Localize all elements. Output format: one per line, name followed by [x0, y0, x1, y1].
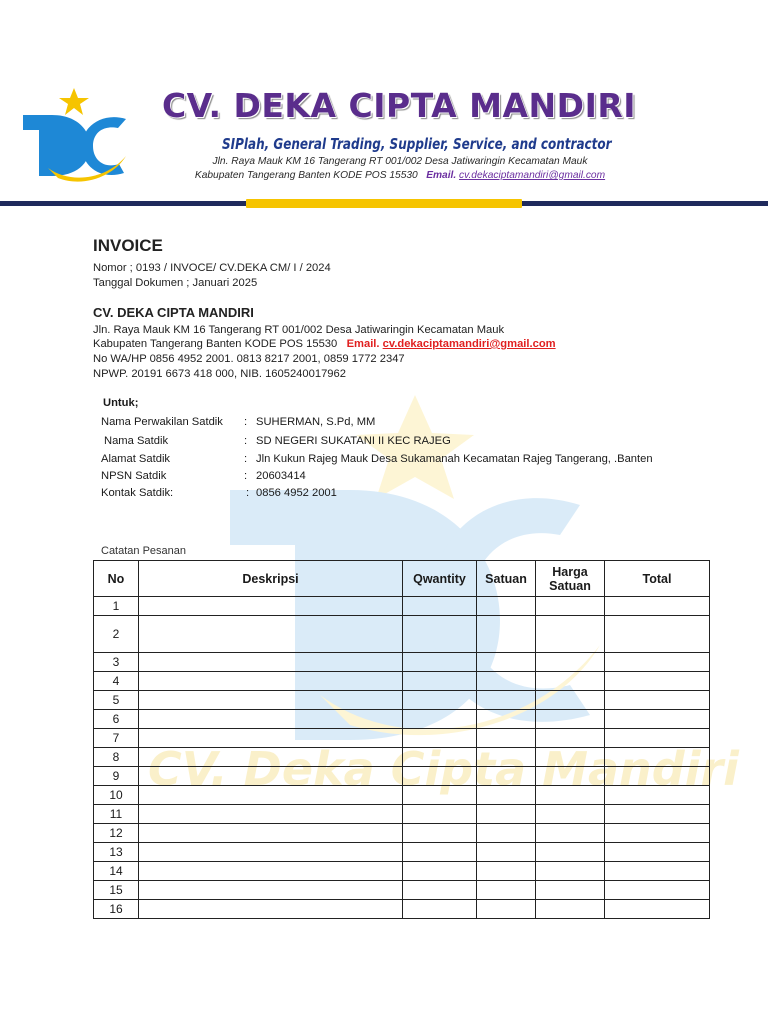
row-number: 13 [94, 843, 139, 862]
header-divider-accent [246, 199, 522, 208]
cell-deskripsi[interactable] [139, 805, 403, 824]
cell-deskripsi[interactable] [139, 843, 403, 862]
header-address-line2 [175, 170, 625, 181]
cell-deskripsi[interactable] [139, 653, 403, 672]
row-number: 14 [94, 862, 139, 881]
invoice-number: Nomor ; 0193 / INVOCE/ CV.DEKA CM/ I / 2024 [93, 262, 331, 274]
cell-qwantity[interactable] [403, 767, 477, 786]
cell-qwantity[interactable] [403, 616, 477, 653]
table-row [94, 767, 710, 786]
cell-qwantity[interactable] [403, 597, 477, 616]
table-row [94, 691, 710, 710]
company-tagline: SIPlah, General Trading, Supplier, Service, and contractor [222, 135, 612, 153]
header-address-line1: Jln. Raya Mauk KM 16 Tangerang RT 001/002 Desa Jatiwaringin Kecamatan Mauk [212, 156, 588, 167]
row-number: 15 [94, 881, 139, 900]
recipient-label-npsn: NPSN Satdik [101, 470, 167, 482]
company-npwp: NPWP. 20191 6673 418 000, NIB. 1605240017962 [93, 368, 346, 380]
recipient-label-kontak: Kontak Satdik: [101, 487, 174, 499]
cell-satuan[interactable] [477, 843, 536, 862]
cell-satuan[interactable] [477, 767, 536, 786]
table-row [94, 862, 710, 881]
cell-deskripsi[interactable] [139, 672, 403, 691]
company-address-text: Kabupaten Tangerang Banten KODE POS 15530 [93, 338, 338, 350]
row-number: 10 [94, 786, 139, 805]
table-row [94, 786, 710, 805]
cell-qwantity[interactable] [403, 729, 477, 748]
cell-total[interactable] [605, 691, 710, 710]
cell-deskripsi[interactable] [139, 616, 403, 653]
col-header-deskripsi: Deskripsi [139, 561, 403, 597]
table-row [94, 824, 710, 843]
cell-satuan[interactable] [477, 672, 536, 691]
col-header-qwantity: Qwantity [403, 561, 477, 597]
cell-harga-satuan[interactable] [536, 653, 605, 672]
company-address-line2 [93, 338, 556, 350]
cell-harga-satuan[interactable] [536, 597, 605, 616]
row-number: 8 [94, 748, 139, 767]
table-row [94, 597, 710, 616]
cell-satuan[interactable] [477, 597, 536, 616]
row-number: 1 [94, 597, 139, 616]
cell-harga-satuan[interactable] [536, 862, 605, 881]
recipient-value-satdik: SD NEGERI SUKATANI II KEC RAJEG [256, 435, 451, 447]
header-email-link[interactable]: cv.dekaciptamandiri@gmail.com [459, 170, 606, 181]
cell-deskripsi[interactable] [139, 748, 403, 767]
recipient-colon: : [244, 453, 248, 465]
cell-total[interactable] [605, 653, 710, 672]
cell-qwantity[interactable] [403, 653, 477, 672]
row-number: 12 [94, 824, 139, 843]
cell-satuan[interactable] [477, 805, 536, 824]
cell-harga-satuan[interactable] [536, 691, 605, 710]
cell-qwantity[interactable] [403, 881, 477, 900]
cell-satuan[interactable] [477, 881, 536, 900]
cell-harga-satuan[interactable] [536, 881, 605, 900]
recipient-value-alamat: Jln Kukun Rajeg Mauk Desa Sukamanah Kecamatan Rajeg Tangerang, .Banten [256, 453, 653, 465]
orders-caption: Catatan Pesanan [101, 545, 187, 557]
row-number: 4 [94, 672, 139, 691]
watermark-text: CV. Deka Cipta Mandiri [148, 742, 739, 796]
header-email-label: Email. [426, 170, 457, 181]
cell-deskripsi[interactable] [139, 824, 403, 843]
cell-harga-satuan[interactable] [536, 710, 605, 729]
col-header-no: No [94, 561, 139, 597]
cell-qwantity[interactable] [403, 862, 477, 881]
cell-deskripsi[interactable] [139, 900, 403, 919]
table-row [94, 900, 710, 919]
recipient-colon: : [244, 435, 248, 447]
cell-deskripsi[interactable] [139, 597, 403, 616]
recipient-value-perwakilan: SUHERMAN, S.Pd, MM [256, 416, 376, 428]
orders-table [93, 560, 710, 919]
cell-qwantity[interactable] [403, 748, 477, 767]
cell-deskripsi[interactable] [139, 862, 403, 881]
col-header-satuan: Satuan [477, 561, 536, 597]
table-row [94, 748, 710, 767]
cell-total[interactable] [605, 824, 710, 843]
cell-harga-satuan[interactable] [536, 843, 605, 862]
cell-harga-satuan[interactable] [536, 767, 605, 786]
company-title: CV. DEKA CIPTA MANDIRI [161, 86, 637, 125]
table-row [94, 843, 710, 862]
cell-total[interactable] [605, 862, 710, 881]
company-email-label: Email. [346, 338, 380, 350]
table-row [94, 653, 710, 672]
cell-harga-satuan[interactable] [536, 786, 605, 805]
cell-satuan[interactable] [477, 900, 536, 919]
row-number: 3 [94, 653, 139, 672]
cell-harga-satuan[interactable] [536, 824, 605, 843]
table-row [94, 672, 710, 691]
recipient-colon: : [244, 416, 248, 428]
cell-total[interactable] [605, 767, 710, 786]
cell-total[interactable] [605, 710, 710, 729]
col-header-total: Total [605, 561, 710, 597]
recipient-value-npsn: 20603414 [256, 470, 306, 482]
cell-qwantity[interactable] [403, 843, 477, 862]
cell-qwantity[interactable] [403, 672, 477, 691]
cell-satuan[interactable] [477, 616, 536, 653]
cell-satuan[interactable] [477, 862, 536, 881]
cell-qwantity[interactable] [403, 805, 477, 824]
cell-total[interactable] [605, 616, 710, 653]
table-row [94, 881, 710, 900]
cell-deskripsi[interactable] [139, 786, 403, 805]
cell-qwantity[interactable] [403, 824, 477, 843]
cell-qwantity[interactable] [403, 710, 477, 729]
cell-deskripsi[interactable] [139, 881, 403, 900]
cell-total[interactable] [605, 729, 710, 748]
cell-satuan[interactable] [477, 786, 536, 805]
cell-qwantity[interactable] [403, 786, 477, 805]
cell-qwantity[interactable] [403, 691, 477, 710]
cell-total[interactable] [605, 672, 710, 691]
cell-qwantity[interactable] [403, 900, 477, 919]
company-email-link[interactable]: cv.dekaciptamandiri@gmail.com [382, 338, 556, 350]
cell-total[interactable] [605, 748, 710, 767]
cell-satuan[interactable] [477, 653, 536, 672]
row-number: 6 [94, 710, 139, 729]
company-phone: No WA/HP 0856 4952 2001. 0813 8217 2001, 0859 1772 2347 [93, 353, 405, 365]
cell-harga-satuan[interactable] [536, 900, 605, 919]
row-number: 7 [94, 729, 139, 748]
cell-deskripsi[interactable] [139, 729, 403, 748]
cell-satuan[interactable] [477, 710, 536, 729]
header-address-text: Kabupaten Tangerang Banten KODE POS 15530 [194, 170, 418, 181]
recipient-colon: : [244, 470, 248, 482]
cell-satuan[interactable] [477, 824, 536, 843]
recipient-label-perwakilan: Nama Perwakilan Satdik [101, 416, 223, 428]
recipient-value-kontak: 0856 4952 2001 [256, 487, 337, 499]
recipient-label-alamat: Alamat Satdik [101, 453, 171, 465]
cell-satuan[interactable] [477, 748, 536, 767]
cell-deskripsi[interactable] [139, 691, 403, 710]
company-name: CV. DEKA CIPTA MANDIRI [93, 305, 254, 320]
cell-harga-satuan[interactable] [536, 805, 605, 824]
cell-harga-satuan[interactable] [536, 616, 605, 653]
row-number: 11 [94, 805, 139, 824]
cell-satuan[interactable] [477, 691, 536, 710]
cell-harga-satuan[interactable] [536, 729, 605, 748]
recipient-label-satdik: Nama Satdik [104, 435, 169, 447]
cell-harga-satuan[interactable] [536, 672, 605, 691]
cell-total[interactable] [605, 786, 710, 805]
recipient-heading: Untuk; [103, 397, 139, 409]
cell-harga-satuan[interactable] [536, 748, 605, 767]
table-row [94, 616, 710, 653]
row-number: 2 [94, 616, 139, 653]
col-header-harga-satuan: Harga Satuan [536, 561, 605, 597]
company-address-line1: Jln. Raya Mauk KM 16 Tangerang RT 001/002 Desa Jatiwaringin Kecamatan Mauk [93, 324, 505, 336]
invoice-date: Tanggal Dokumen ; Januari 2025 [93, 277, 258, 289]
recipient-colon: : [246, 487, 250, 499]
table-row [94, 729, 710, 748]
row-number: 9 [94, 767, 139, 786]
cell-total[interactable] [605, 900, 710, 919]
invoice-title: INVOICE [93, 236, 163, 255]
cell-total[interactable] [605, 843, 710, 862]
cell-total[interactable] [605, 805, 710, 824]
cell-deskripsi[interactable] [139, 767, 403, 786]
cell-total[interactable] [605, 881, 710, 900]
row-number: 16 [94, 900, 139, 919]
cell-deskripsi[interactable] [139, 710, 403, 729]
table-row [94, 805, 710, 824]
cell-total[interactable] [605, 597, 710, 616]
cell-satuan[interactable] [477, 729, 536, 748]
row-number: 5 [94, 691, 139, 710]
table-row [94, 710, 710, 729]
